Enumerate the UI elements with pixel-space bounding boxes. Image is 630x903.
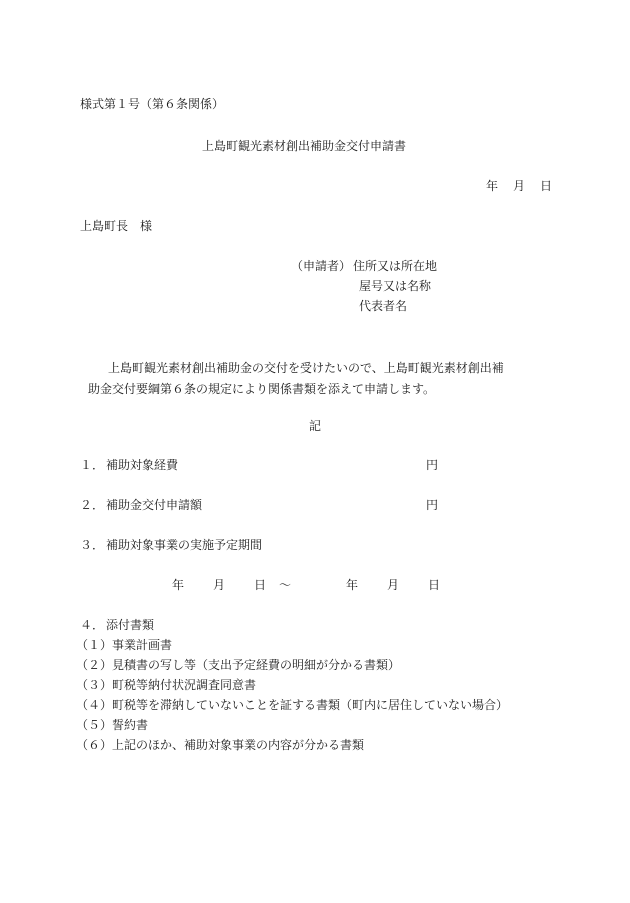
period-end-day: 日	[428, 578, 441, 592]
applicant-business-name: 屋号又は名称	[359, 279, 432, 293]
attachment-item: （３）町税等納付状況調査同意書	[76, 678, 257, 692]
attachment-item: （６）上記のほか、補助対象事業の内容が分かる書類	[76, 738, 365, 752]
item-1-number: １．	[80, 458, 105, 472]
date-year: 年	[486, 179, 499, 193]
period-end-year: 年	[346, 578, 359, 592]
item-3-number: ３．	[80, 538, 105, 552]
item-1-label: 補助対象経費	[106, 458, 179, 472]
period-start-month: 月	[213, 578, 226, 592]
period-start-day: 日	[254, 578, 267, 592]
attachment-item: （４）町税等を滞納していないことを証する書類（町内に居住していない場合）	[76, 698, 509, 712]
item-2-label: 補助金交付申請額	[106, 498, 203, 512]
applicant-representative: 代表者名	[359, 299, 408, 313]
applicant-address: 住所又は所在地	[353, 259, 438, 273]
application-body	[88, 358, 550, 400]
item-1-unit: 円	[426, 458, 439, 472]
item-2-unit: 円	[426, 498, 439, 512]
item-2-number: ２．	[80, 498, 105, 512]
period-end-month: 月	[387, 578, 400, 592]
attachment-item: （１）事業計画書	[76, 638, 173, 652]
attachments-heading: 添付書類	[106, 618, 155, 632]
date-month: 月	[513, 179, 526, 193]
body-line-2: 助金交付要綱第６条の規定により関係書類を添えて申請します。	[88, 382, 436, 396]
attachment-item: （５）誓約書	[76, 718, 149, 732]
attachment-item: （２）見積書の写し等（支出予定経費の明細が分かる書類）	[76, 658, 401, 672]
date-day: 日	[540, 179, 553, 193]
ki-heading: 記	[309, 419, 322, 433]
applicant-label: （申請者）	[291, 259, 352, 273]
form-number: 様式第１号（第６条関係）	[80, 97, 225, 111]
addressee: 上島町長 様	[80, 219, 153, 233]
item-3-label: 補助対象事業の実施予定期間	[106, 538, 263, 552]
period-separator: ～	[279, 578, 292, 592]
period-start-year: 年	[172, 578, 185, 592]
attachments-number: ４．	[80, 618, 105, 632]
body-line-1: 上島町観光素材創出補助金の交付を受けたいので、上島町観光素材創出補	[108, 361, 504, 375]
document-title: 上島町観光素材創出補助金交付申請書	[202, 139, 407, 153]
